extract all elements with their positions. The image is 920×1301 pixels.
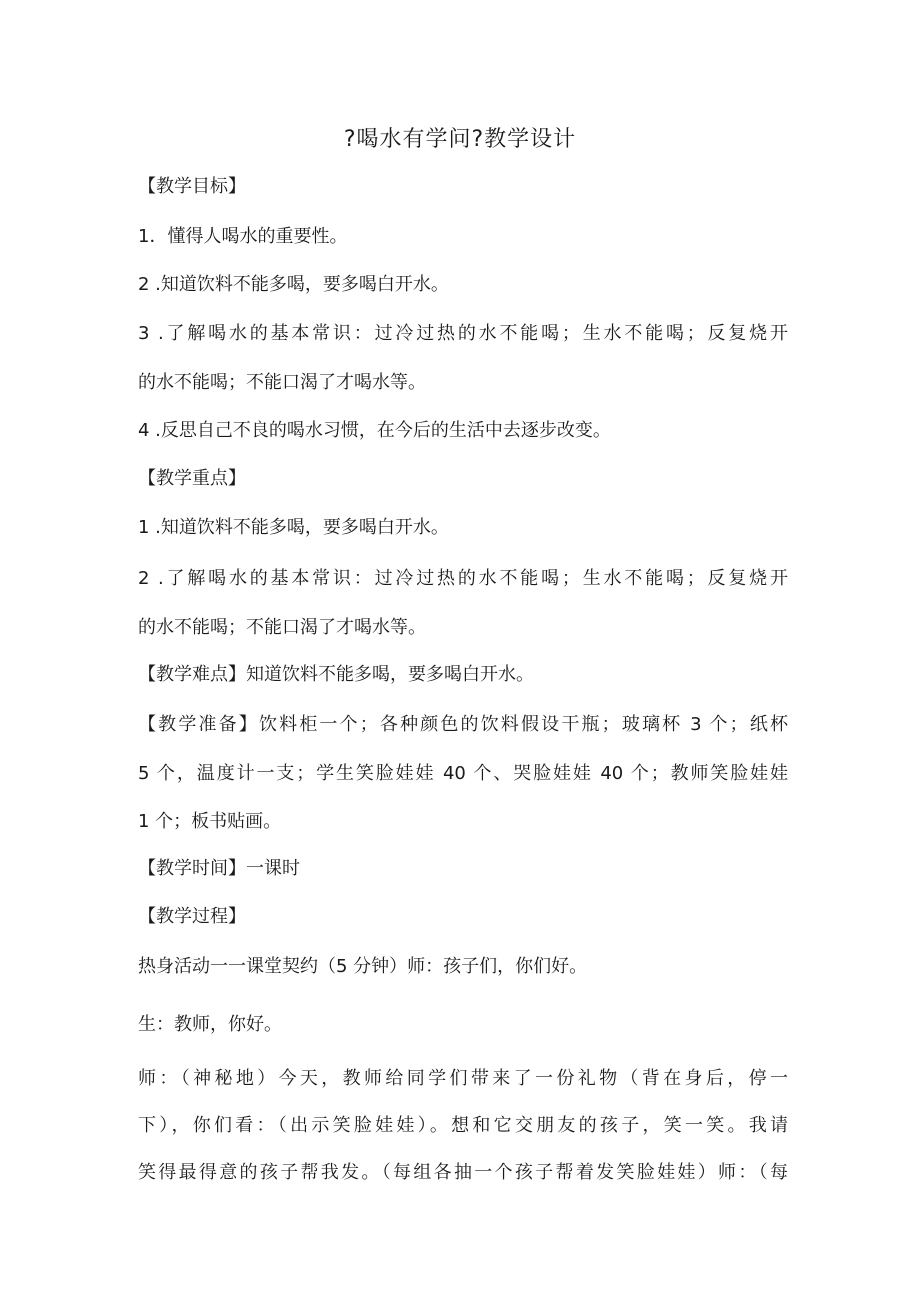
time-line: 【教学时间】一课时 <box>138 858 300 879</box>
goal-item-1: 1．懂得人喝水的重要性。 <box>138 226 348 247</box>
goals-heading: 【教学目标】 <box>138 176 246 197</box>
key-item-2: 2 .了解喝水的基本常识：过冷过热的水不能喝；生水不能喝；反复烧开 <box>138 568 788 589</box>
process-heading: 【教学过程】 <box>138 906 246 927</box>
goal-item-4: 4 .反思自己不良的喝水习惯，在今后的生活中去逐步改变。 <box>138 420 611 441</box>
goal-item-2: 2 .知道饮料不能多喝，要多喝白开水。 <box>138 274 449 295</box>
goal-item-3-cont: 的水不能喝；不能口渴了才喝水等。 <box>138 372 426 393</box>
process-line-1: 热身活动一一课堂契约（5 分钟）师：孩子们，你们好。 <box>138 956 588 977</box>
difficulty-line: 【教学难点】知道饮料不能多喝，要多喝白开水。 <box>138 664 534 685</box>
key-heading: 【教学重点】 <box>138 468 246 489</box>
process-line-2: 生：教师，你好。 <box>138 1014 282 1035</box>
page-title: ?喝水有学问?教学设计 <box>343 127 577 152</box>
preparation-line-2: 5 个，温度计一支；学生笑脸娃娃 40 个、哭脸娃娃 40 个；教师笑脸娃娃 <box>138 763 788 784</box>
preparation-line-3: 1 个；板书贴画。 <box>138 811 282 832</box>
key-item-1: 1 .知道饮料不能多喝，要多喝白开水。 <box>138 517 449 538</box>
goal-item-3: 3 .了解喝水的基本常识：过冷过热的水不能喝；生水不能喝；反复烧开 <box>138 323 788 344</box>
process-line-5: 笑得最得意的孩子帮我发。（每组各抽一个孩子帮着发笑脸娃娃）师：（每 <box>138 1162 788 1183</box>
process-line-4: 下），你们看：（出示笑脸娃娃）。想和它交朋友的孩子，笑一笑。我请 <box>138 1115 788 1136</box>
key-item-2-cont: 的水不能喝；不能口渴了才喝水等。 <box>138 617 426 638</box>
process-line-3: 师：（神秘地）今天，教师给同学们带来了一份礼物（背在身后，停一 <box>138 1068 788 1089</box>
preparation-line-1: 【教学准备】饮料柜一个；各种颜色的饮料假设干瓶；玻璃杯 3 个；纸杯 <box>138 714 788 735</box>
